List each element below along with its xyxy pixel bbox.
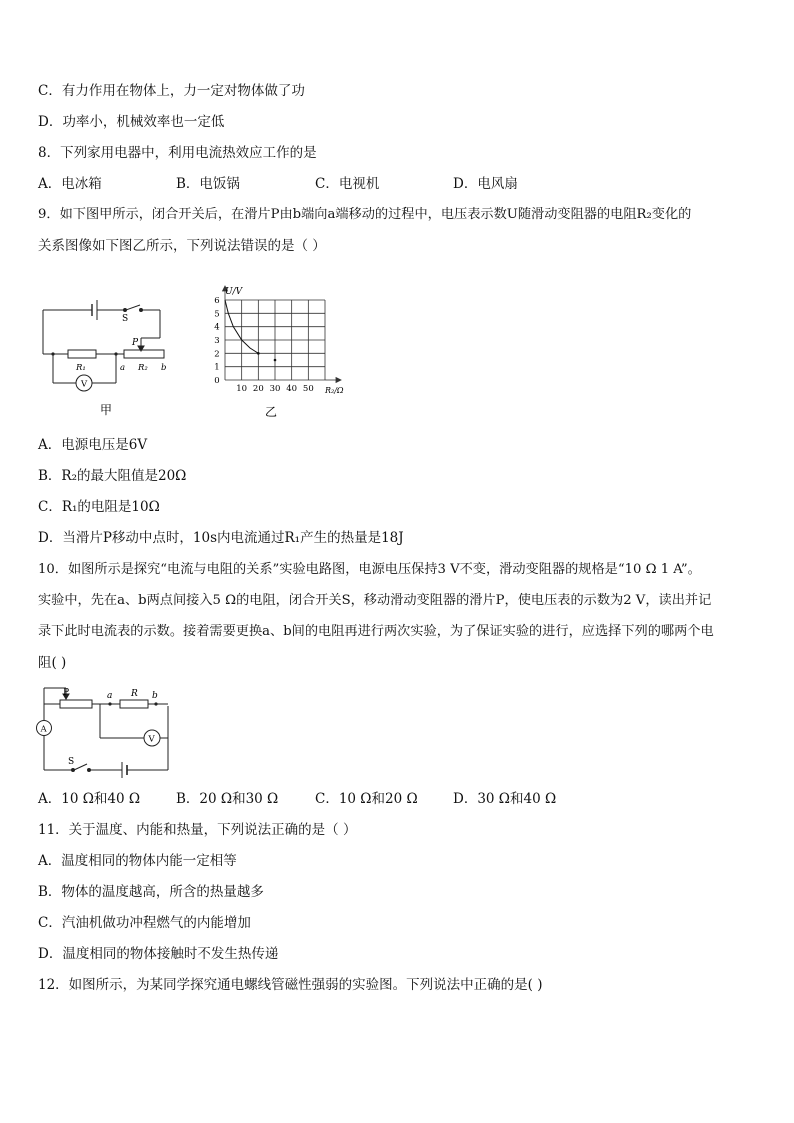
y-tick-label: 5 (214, 309, 220, 320)
slider-p-label: P (63, 688, 70, 698)
y-tick-label: 6 (214, 296, 220, 306)
caption-jia: 甲 (100, 403, 113, 417)
y-tick-label: 1 (214, 362, 220, 373)
x-tick-label: 40 (286, 384, 298, 394)
y-tick-label: 3 (214, 336, 220, 346)
b-point-label: b (152, 691, 158, 701)
q9-stem-line1: 9．如下图甲所示，闭合开关后，在滑片P由b端向a端移动的过程中，电压表示数U随滑动变阻器的电阻R₂变化的 (38, 207, 692, 222)
q10-stem-line3: 录下此时电流表的示数。接着需要更换a、b间的电阻再进行两次实验，为了保证实验的进行，应选择下列的哪两个电 (38, 624, 714, 639)
q10-stem-line1: 10．如图所示是探究“电流与电阻的关系”实验电路图，电源电压保持3 V不变，滑动变阻器的规格是“10 Ω 1 A”。 (38, 562, 701, 577)
r1-label: R₁ (76, 363, 86, 373)
q12-stem: 12．如图所示，为某同学探究通电螺线管磁性强弱的实验图。下列说法中正确的是( ) (38, 977, 543, 993)
x-axis-label: R₂/Ω (325, 386, 344, 395)
q7-option-d: D．功率小，机械效率也一定低 (38, 114, 225, 130)
q11-option-c: C．汽油机做功冲程燃气的内能增加 (38, 915, 251, 931)
a-label: a (120, 363, 126, 373)
x-axis-arrow (336, 378, 341, 383)
voltmeter-symbol-q10: V (148, 734, 155, 745)
q9-stem-line2: 关系图像如下图乙所示，下列说法错误的是（ ） (38, 238, 326, 254)
b-label: b (161, 363, 167, 373)
q10-stem-line4: 阻( ) (38, 655, 67, 671)
x-tick-label: 30 (269, 384, 281, 394)
q8-option-c: C．电视机 (315, 176, 380, 192)
q10-option-c: C．10 Ω和20 Ω (315, 791, 418, 807)
data-point (274, 359, 277, 362)
data-point (257, 352, 260, 355)
q8-stem: 8．下列家用电器中，利用电流热效应工作的是 (38, 145, 317, 161)
y-tick-label: 2 (214, 349, 220, 360)
q10-stem-line2: 实验中，先在a、b两点间接入5 Ω的电阻，闭合开关S，移动滑动变阻器的滑片P，使电压表的示数为2 V，读出并记 (38, 593, 712, 608)
switch-label: S (122, 314, 129, 324)
r-label: R (131, 689, 138, 699)
q10-circuit (34, 682, 184, 782)
q11-option-d: D．温度相同的物体接触时不发生热传递 (38, 946, 279, 962)
r2-label: R₂ (138, 363, 148, 373)
q10-option-b: B．20 Ω和30 Ω (176, 791, 279, 807)
q9-option-d: D．当滑片P移动中点时，10s内电流通过R₁产生的热量是18J (38, 530, 404, 546)
x-tick-label: 50 (302, 384, 314, 394)
q10-option-d: D．30 Ω和40 Ω (453, 791, 557, 807)
q8-option-b: B．电饭锅 (176, 176, 240, 192)
q9-graph-yi (205, 280, 355, 420)
x-tick-label: 10 (236, 384, 248, 394)
q11-option-b: B．物体的温度越高，所含的热量越多 (38, 884, 264, 900)
q8-option-a: A．电冰箱 (38, 176, 102, 192)
q9-circuit-jia (36, 290, 186, 420)
caption-yi: 乙 (265, 405, 278, 419)
q10-option-a: A．10 Ω和40 Ω (38, 791, 141, 807)
x-tick-label: 20 (252, 384, 264, 394)
ammeter-symbol: A (40, 724, 47, 735)
q11-option-a: A．温度相同的物体内能一定相等 (38, 853, 237, 869)
switch-s-label: S (68, 757, 75, 767)
q9-option-b: B．R₂的最大阻值是20Ω (38, 468, 187, 484)
voltmeter-symbol: V (81, 379, 88, 390)
slider-label: P (132, 338, 139, 348)
a-point-label: a (107, 691, 113, 701)
q7-option-c: C．有力作用在物体上，力一定对物体做了功 (38, 83, 305, 99)
y-tick-label: 0 (214, 376, 220, 386)
y-axis-label: U/V (225, 287, 243, 297)
q9-option-c: C．R₁的电阻是10Ω (38, 499, 160, 515)
q9-option-a: A．电源电压是6V (38, 437, 148, 453)
q8-option-d: D．电风扇 (453, 176, 518, 192)
q11-stem: 11．关于温度、内能和热量，下列说法正确的是（ ） (38, 822, 357, 838)
y-tick-label: 4 (214, 322, 220, 333)
